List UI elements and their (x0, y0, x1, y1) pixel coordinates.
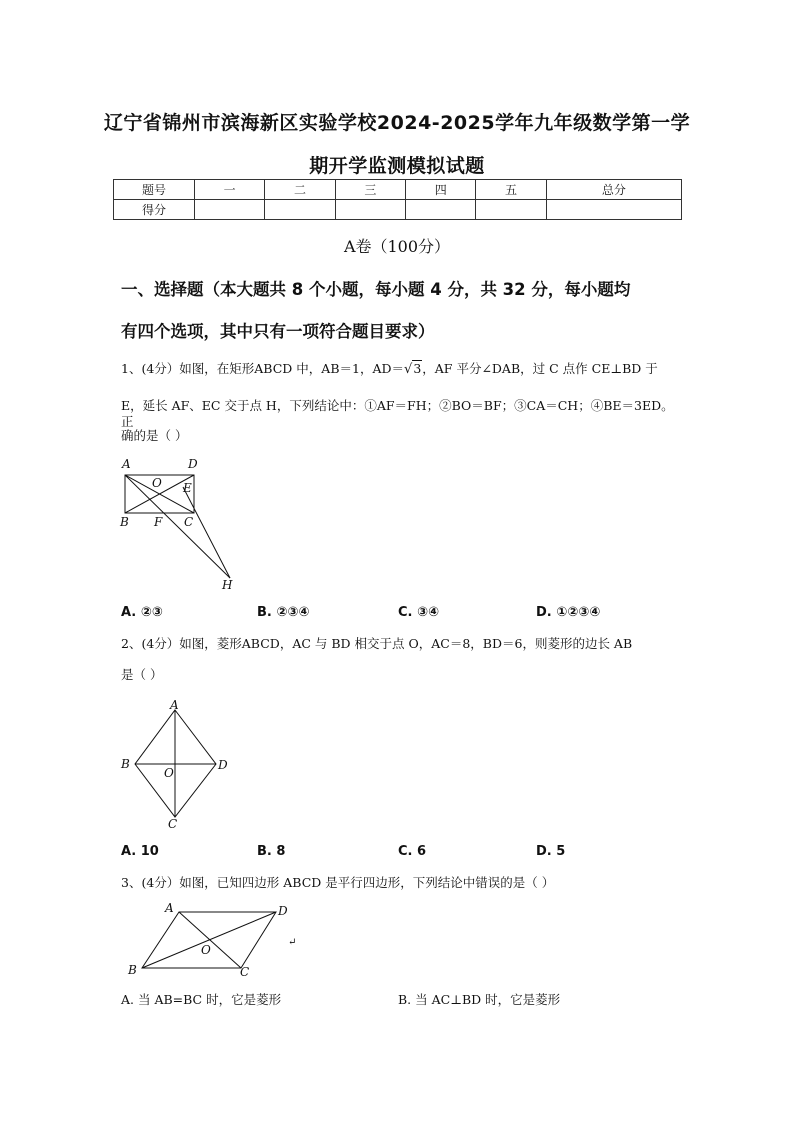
table-cell: 二 (265, 180, 335, 200)
label-f: F (154, 515, 163, 529)
score-input-cell[interactable] (335, 200, 405, 220)
q1-option-a[interactable]: A. ②③ (121, 605, 163, 620)
label-b: B (128, 963, 137, 977)
q2-line-1: 2、(4分）如图，菱形ABCD，AC 与 BD 相交于点 O，AC＝8，BD＝6，则菱形的边长 AB (121, 636, 633, 651)
label-d: D (278, 904, 288, 918)
table-cell: 题号 (114, 180, 195, 200)
line-ah (125, 475, 230, 578)
label-c: C (168, 817, 178, 831)
table-cell: 得分 (114, 200, 195, 220)
q2-option-d[interactable]: D. 5 (536, 844, 566, 859)
q2-line-2: 是（ ） (121, 667, 163, 682)
return-mark-icon: ↵ (288, 937, 297, 948)
label-d: D (188, 457, 198, 471)
score-input-cell[interactable] (476, 200, 546, 220)
q1-option-d[interactable]: D. ①②③④ (536, 605, 601, 620)
diagonal-bd (142, 912, 276, 968)
score-table (113, 179, 682, 220)
label-b: B (120, 515, 129, 529)
label-b: B (121, 757, 130, 771)
q3-line-1: 3、(4分）如图，已知四边形 ABCD 是平行四边形，下列结论中错误的是（ ） (121, 875, 555, 890)
q1-text-a: 1、(4分）如图，在矩形ABCD 中，AB＝1，AD＝ (121, 361, 405, 376)
title-line-2: 期开学监测模拟试题 (309, 155, 485, 177)
q1-option-b[interactable]: B. ②③④ (257, 605, 310, 620)
part1-heading-line-2: 有四个选项，其中只有一项符合题目要求） (121, 322, 435, 341)
label-a: A (165, 901, 174, 915)
q1-line-2: E，延长 AF、EC 交于点 H，下列结论中：①AF＝FH；②BO＝BF；③CA＝CH；④BE＝3ED。正 (121, 398, 674, 429)
score-input-cell[interactable] (406, 200, 476, 220)
label-c: C (184, 515, 194, 529)
label-h: H (222, 578, 233, 592)
label-a: A (122, 457, 131, 471)
score-table-header-row (114, 180, 682, 200)
label-e: E (183, 481, 192, 495)
q1-text-b: ，AF 平分∠DAB，过 C 点作 CE⊥BD 于 (422, 361, 658, 376)
label-d: D (218, 758, 228, 772)
q2-option-b[interactable]: B. 8 (257, 844, 286, 859)
q3-option-a[interactable]: A. 当 AB=BC 时，它是菱形 (121, 992, 282, 1007)
q2-option-c[interactable]: C. 6 (398, 844, 427, 859)
sqrt-symbol: √ (404, 362, 413, 377)
score-table-score-row (114, 200, 682, 220)
q2-figure (115, 696, 240, 832)
title-line-1: 辽宁省锦州市滨海新区实验学校2024-2025学年九年级数学第一学 (103, 112, 691, 134)
q1-option-c[interactable]: C. ③④ (398, 605, 440, 620)
sqrt-radicand: 3 (413, 361, 422, 376)
table-cell: 五 (476, 180, 546, 200)
score-input-cell[interactable] (195, 200, 265, 220)
q1-line-1 (121, 361, 681, 378)
score-input-cell[interactable] (265, 200, 335, 220)
label-o: O (201, 943, 211, 957)
table-cell: 四 (406, 180, 476, 200)
table-cell: 总分 (546, 180, 681, 200)
label-o: O (152, 476, 162, 490)
score-input-cell[interactable] (546, 200, 681, 220)
q2-option-a[interactable]: A. 10 (121, 844, 159, 859)
q3-figure (120, 898, 310, 982)
label-c: C (240, 965, 250, 979)
table-cell: 一 (195, 180, 265, 200)
q3-option-b[interactable]: B. 当 AC⊥BD 时，它是菱形 (398, 992, 561, 1007)
part1-heading-line-1: 一、选择题（本大题共 8 个小题，每小题 4 分，共 32 分，每小题均 (121, 280, 631, 299)
table-cell: 三 (335, 180, 405, 200)
label-a: A (170, 698, 179, 712)
line-eh (183, 487, 230, 578)
label-o: O (164, 766, 174, 780)
section-a-title: A卷（100分） (343, 237, 451, 256)
q1-line-3: 确的是（ ） (121, 428, 188, 443)
q1-figure (110, 452, 250, 594)
